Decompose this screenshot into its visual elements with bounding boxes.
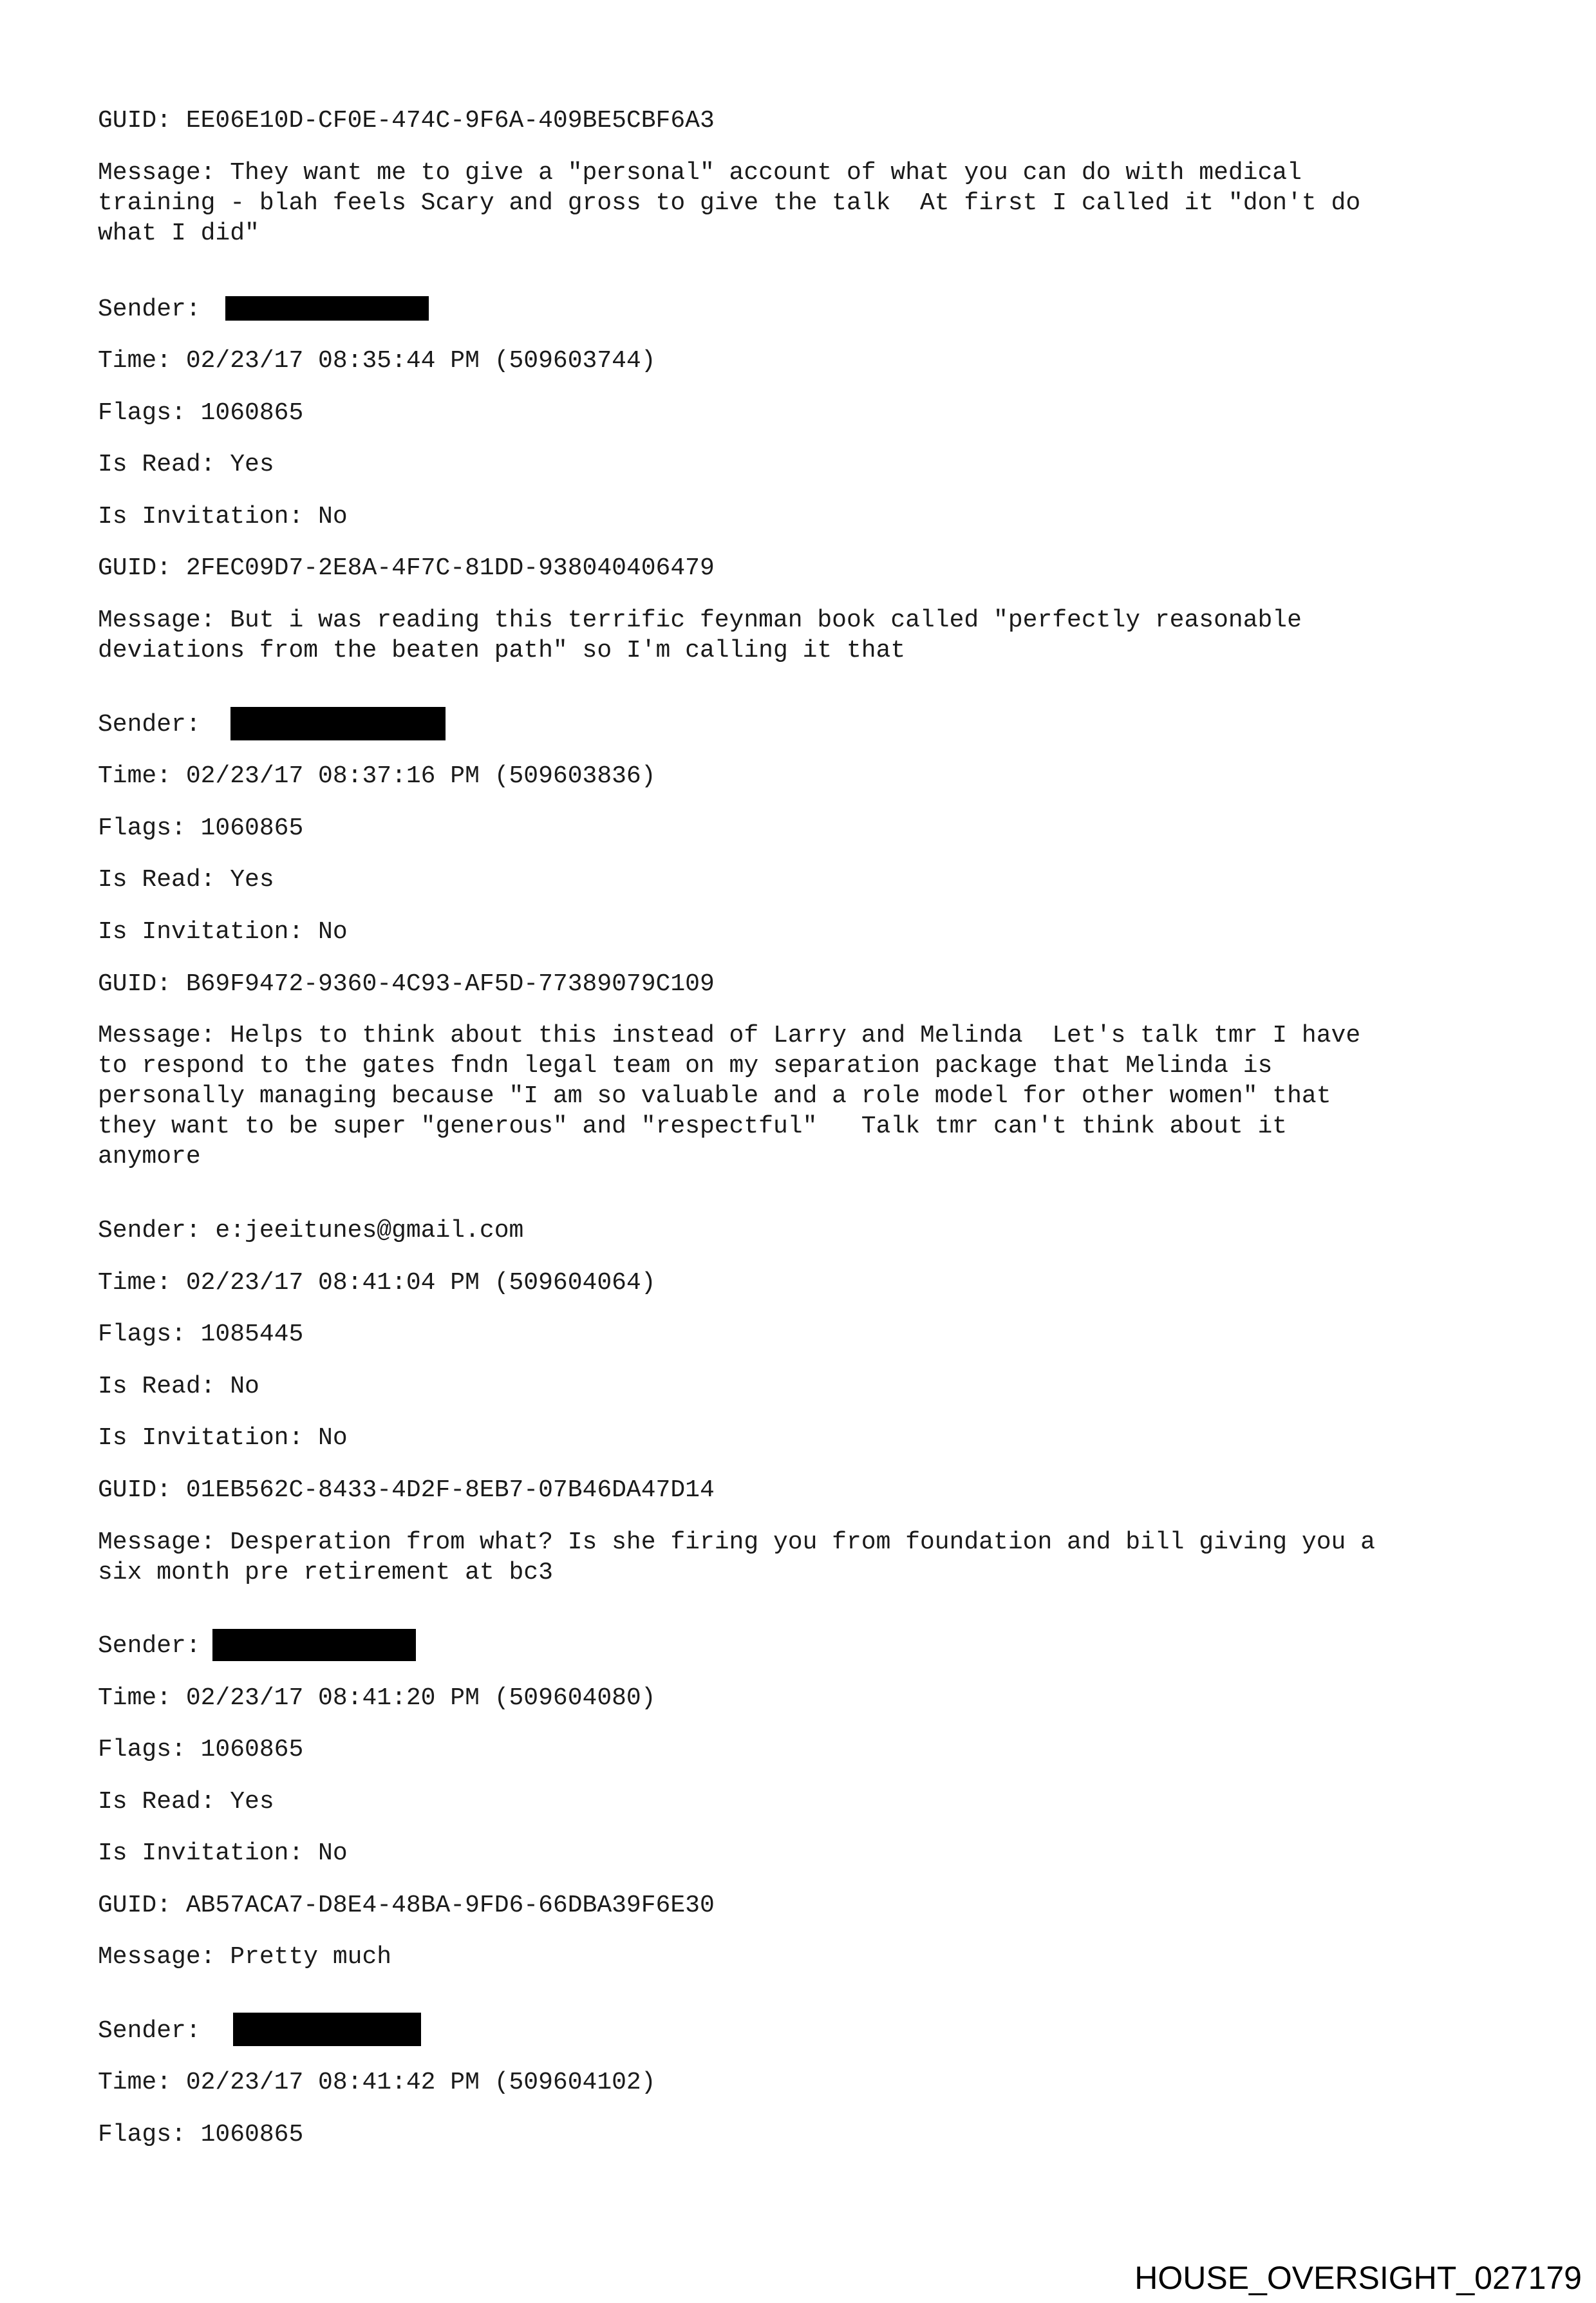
flags-line: Flags: 1060865 <box>98 814 304 842</box>
flags-line: Flags: 1060865 <box>98 2121 304 2148</box>
guid-line: GUID: EE06E10D-CF0E-474C-9F6A-409BE5CBF6A3 <box>98 107 715 135</box>
redaction-bar <box>233 2013 421 2046</box>
message-line: to respond to the gates fndn legal team on my separation package that Melinda is <box>98 1052 1273 1080</box>
is-read-line: Is Read: No <box>98 1373 259 1400</box>
message-line: personally managing because "I am so valuable and a role model for other women" that <box>98 1082 1331 1110</box>
message-line: Message: But i was reading this terrific feynman book called "perfectly reasonable <box>98 606 1302 634</box>
time-line: Time: 02/23/17 08:41:04 PM (509604064) <box>98 1269 656 1297</box>
sender-line: Sender: e:jeeitunes@gmail.com <box>98 1217 524 1245</box>
message-line: Message: They want me to give a "personal" account of what you can do with medical <box>98 159 1302 187</box>
time-line: Time: 02/23/17 08:41:42 PM (509604102) <box>98 2069 656 2096</box>
is-invitation-line: Is Invitation: No <box>98 503 348 531</box>
guid-line: GUID: 01EB562C-8433-4D2F-8EB7-07B46DA47D14 <box>98 1476 715 1504</box>
is-read-line: Is Read: Yes <box>98 866 274 894</box>
flags-line: Flags: 1060865 <box>98 1736 304 1763</box>
message-line: Message: Desperation from what? Is she firing you from foundation and bill giving you a <box>98 1528 1375 1556</box>
is-invitation-line: Is Invitation: No <box>98 1839 348 1867</box>
guid-line: GUID: B69F9472-9360-4C93-AF5D-77389079C109 <box>98 970 715 998</box>
sender-line: Sender: <box>98 296 201 323</box>
time-line: Time: 02/23/17 08:41:20 PM (509604080) <box>98 1684 656 1712</box>
time-line: Time: 02/23/17 08:37:16 PM (509603836) <box>98 762 656 790</box>
redaction-bar <box>212 1629 416 1661</box>
guid-line: GUID: AB57ACA7-D8E4-48BA-9FD6-66DBA39F6E30 <box>98 1892 715 1919</box>
redaction-bar <box>225 296 429 321</box>
message-line: six month pre retirement at bc3 <box>98 1559 553 1586</box>
time-line: Time: 02/23/17 08:35:44 PM (509603744) <box>98 347 656 375</box>
redaction-bar <box>230 707 446 740</box>
is-invitation-line: Is Invitation: No <box>98 918 348 946</box>
bates-number: HOUSE_OVERSIGHT_027179 <box>1134 2260 1582 2296</box>
message-line: Message: Helps to think about this instead of Larry and Melinda Let's talk tmr I have <box>98 1022 1361 1049</box>
is-read-line: Is Read: Yes <box>98 1788 274 1816</box>
guid-line: GUID: 2FEC09D7-2E8A-4F7C-81DD-938040406479 <box>98 554 715 582</box>
message-line: Message: Pretty much <box>98 1943 392 1971</box>
is-read-line: Is Read: Yes <box>98 451 274 478</box>
sender-line: Sender: <box>98 1632 201 1660</box>
flags-line: Flags: 1060865 <box>98 399 304 427</box>
sender-line: Sender: <box>98 2017 201 2045</box>
is-invitation-line: Is Invitation: No <box>98 1424 348 1452</box>
flags-line: Flags: 1085445 <box>98 1321 304 1348</box>
sender-line: Sender: <box>98 711 201 738</box>
message-line: training - blah feels Scary and gross to give the talk At first I called it "don't do <box>98 189 1361 217</box>
message-line: what I did" <box>98 220 259 247</box>
message-line: they want to be super "generous" and "respectful" Talk tmr can't think about it <box>98 1113 1288 1140</box>
message-line: anymore <box>98 1143 201 1170</box>
message-line: deviations from the beaten path" so I'm calling it that <box>98 637 906 664</box>
